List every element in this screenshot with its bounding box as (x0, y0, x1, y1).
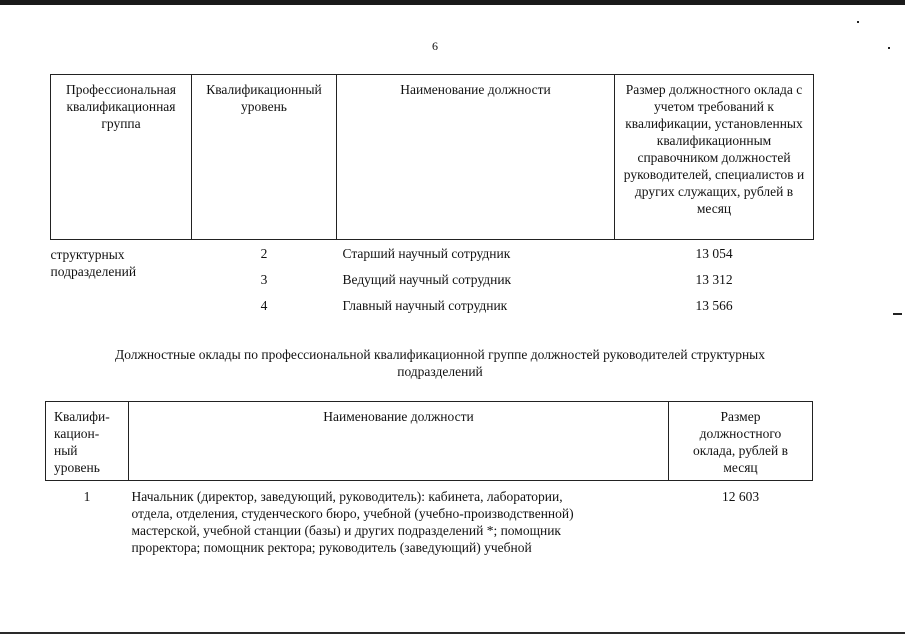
salary-cell: 13 566 (695, 297, 733, 313)
scan-edge-top (0, 0, 905, 5)
salary-cell: 13 312 (695, 271, 733, 287)
position-line: отдела, отделения, студенческого бюро, учебной (учебно-производственной) (131, 506, 574, 521)
header-professional-group: Профессиональная квалификационная группа (51, 75, 192, 240)
header-line: оклада, рублей в (692, 443, 789, 458)
level-cell: 3 (260, 271, 268, 287)
header-line: должностного (699, 426, 782, 441)
header-line: месяц (723, 460, 758, 475)
position-cell (129, 481, 669, 557)
table-header-row (46, 402, 813, 481)
position-line: мастерской, учебной станции (базы) и других подразделений *; помощник (131, 523, 561, 538)
position-cell: Главный научный сотрудник (342, 297, 508, 313)
section-title-line: Должностные оклады по профессиональной квалификационной группе должностей руководителей структурных (114, 347, 766, 362)
position-cell: Ведущий научный сотрудник (342, 271, 512, 287)
salary-cell: 12 603 (721, 489, 760, 504)
page-number: 6 (432, 39, 438, 53)
section-title (45, 346, 835, 380)
header-line: Размер (720, 409, 761, 424)
header-qualification-level (46, 402, 129, 481)
table-row (46, 481, 813, 557)
header-salary-size (669, 402, 813, 481)
section-title-line: подразделений (397, 364, 483, 379)
header-position-name: Наименование должности (337, 75, 615, 240)
salary-table-scientific (50, 74, 814, 318)
header-line: Квалифи- (54, 409, 110, 424)
salary-cell: 13 054 (695, 245, 733, 261)
scan-edge-bottom (0, 632, 905, 634)
header-line: ный (54, 443, 78, 458)
header-position-name: Наименование должности (129, 402, 669, 481)
scan-speck (893, 313, 902, 315)
table-header-row (51, 75, 814, 240)
header-line: уровень (54, 460, 100, 475)
position-cell: Старший научный сотрудник (342, 245, 511, 261)
scan-speck (857, 21, 859, 23)
header-salary-size: Размер должностного оклада с учетом требований к квалификации, установленных квалификационным справочником должностей руководителей, специалистов и других служащих, рублей в месяц (615, 75, 814, 240)
group-name-continuation: структурных подразделений (50, 247, 137, 279)
header-qualification-level: Квалификационный уровень (192, 75, 337, 240)
position-line: проректора; помощник ректора; руководитель (заведующий) учебной (131, 540, 532, 555)
table-row (51, 240, 814, 267)
header-line: кацион- (54, 426, 100, 441)
level-cell: 4 (260, 297, 268, 313)
position-line: Начальник (директор, заведующий, руководитель): кабинета, лаборатории, (131, 489, 563, 504)
level-cell: 2 (260, 245, 268, 261)
level-cell: 1 (83, 489, 91, 504)
salary-table-managers (45, 401, 813, 556)
scan-speck (888, 47, 890, 49)
